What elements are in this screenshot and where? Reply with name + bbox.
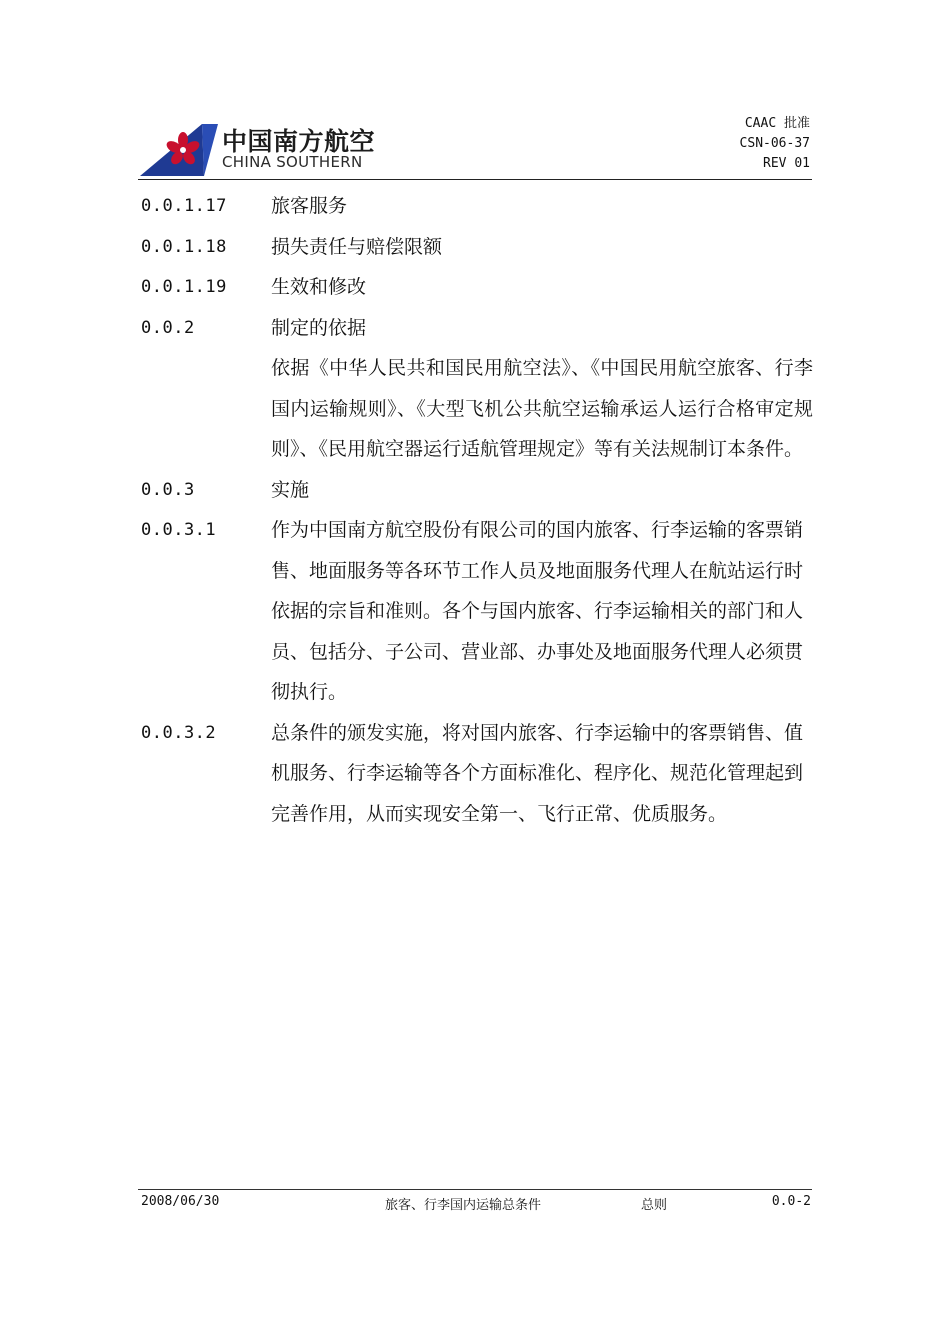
document-code: CSN-06-37	[739, 136, 810, 151]
section-number: 0.0.1.18	[141, 236, 227, 257]
footer-divider	[138, 1189, 812, 1190]
page-header	[138, 108, 812, 180]
section-paragraph: 作为中国南方航空股份有限公司的国内旅客、行李运输的客票销售、地面服务等各环节工作人员及地面服务代理人在航站运行时依据的宗旨和准则。各个与国内旅客、行李运输相关的部门和人员、包括分、子公司、营业部、办事处及地面服务代理人必须贯彻执行。	[271, 519, 804, 703]
section-number: 0.0.2	[141, 317, 195, 338]
section-title: 实施	[271, 478, 310, 501]
logo-english-name: CHINA SOUTHERN	[222, 153, 363, 171]
section-heading	[141, 267, 813, 308]
section-heading	[141, 186, 813, 227]
approval-label: CAAC 批准	[744, 116, 810, 131]
section-number: 0.0.1.19	[141, 277, 227, 297]
page-footer	[141, 1194, 811, 1214]
section-number: 0.0.3.1	[141, 520, 217, 540]
document-body	[141, 186, 813, 834]
section-with-text	[141, 510, 813, 713]
section-paragraph: 总条件的颁发实施，将对国内旅客、行李运输中的客票销售、值机服务、行李运输等各个方面标准化、程序化、规范化管理起到完善作用，从而实现安全第一、飞行正常、优质服务。	[271, 721, 804, 825]
section-title: 制定的依据	[271, 316, 367, 339]
section-heading	[141, 470, 813, 511]
revision-number: REV 01	[763, 156, 810, 171]
section-paragraph: 依据《中华人民共和国民用航空法》、《中国民用航空旅客、行李国内运输规则》、《大型飞机公共航空运输承运人运行合格审定规则》、《民用航空器运行适航管理规定》等有关法规制订本条件。	[271, 357, 813, 460]
section-number: 0.0.3.2	[141, 722, 217, 743]
footer-date: 2008/06/30	[141, 1194, 220, 1209]
section-title: 旅客服务	[271, 195, 348, 217]
section-title: 生效和修改	[271, 276, 367, 298]
section-title: 损失责任与赔偿限额	[271, 235, 443, 258]
logo-chinese-name: 中国南方航空	[222, 127, 376, 156]
section-heading	[141, 227, 813, 268]
airline-logo	[138, 120, 378, 180]
section-number: 0.0.3	[141, 479, 195, 500]
header-divider	[138, 179, 812, 180]
kapok-flower-logo-icon	[138, 120, 218, 178]
footer-document-title: 旅客、行李国内运输总条件	[385, 1198, 542, 1213]
page-number: 0.0-2	[771, 1194, 811, 1209]
section-heading	[141, 308, 813, 349]
footer-section: 总则	[641, 1198, 668, 1213]
section-number: 0.0.1.17	[141, 196, 227, 216]
revision-block	[740, 114, 810, 174]
section-with-text	[141, 713, 813, 835]
